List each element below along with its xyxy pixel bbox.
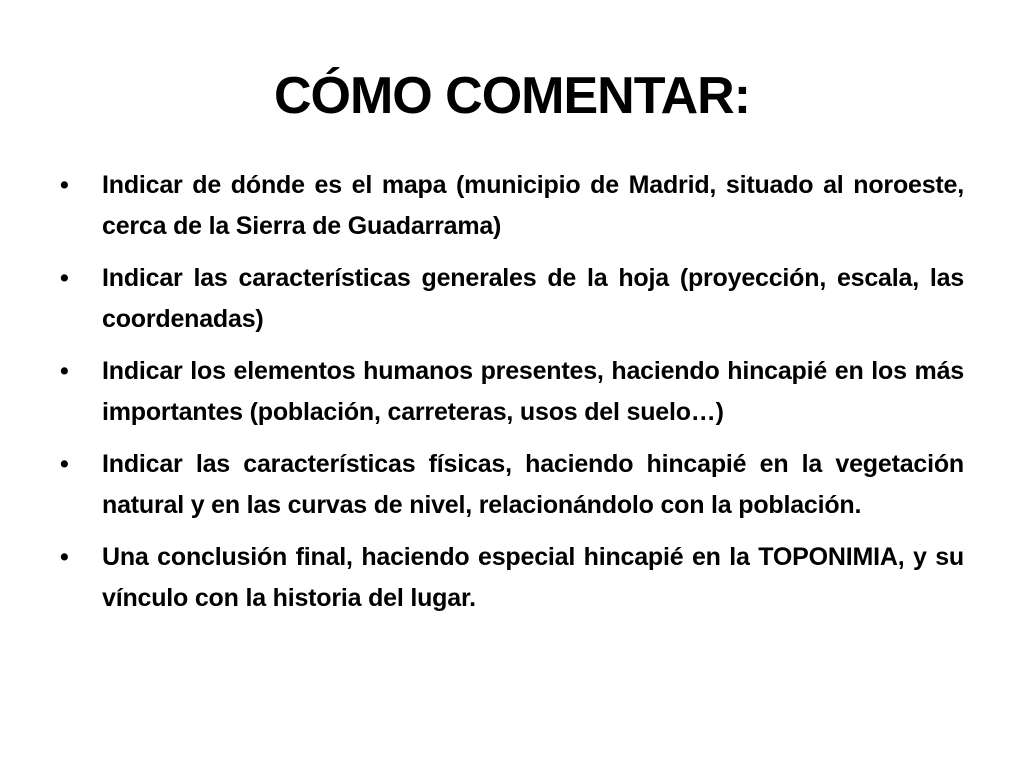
bullet-item xyxy=(60,351,964,433)
slide-title: CÓMO COMENTAR: xyxy=(273,67,751,125)
bullet-text: Indicar los elementos humanos presentes, haciendo hincapié en los más importantes (población, carreteras, usos del suelo…) xyxy=(102,357,964,426)
bullet-text: Indicar las características generales de la hoja (proyección, escala, las coordenadas) xyxy=(102,264,964,333)
bullet-text: Una conclusión final, haciendo especial hincapié en la TOPONIMIA, y su vínculo con la historia del lugar. xyxy=(102,543,964,612)
bullet-dot-icon: • xyxy=(60,450,69,478)
bullet-text: Indicar de dónde es el mapa (municipio de Madrid, situado al noroeste, cerca de la Sierra de Guadarrama) xyxy=(102,171,964,240)
bullet-text: Indicar las características físicas, haciendo hincapié en la vegetación natural y en las curvas de nivel, relacionándolo con la población. xyxy=(102,450,964,519)
bullet-dot-icon: • xyxy=(60,171,69,199)
bullet-dot-icon: • xyxy=(60,357,69,385)
bullet-item xyxy=(60,537,964,619)
bullet-dot-icon: • xyxy=(60,264,69,292)
bullet-item xyxy=(60,165,964,247)
bullet-list xyxy=(60,165,964,630)
bullet-item xyxy=(60,258,964,340)
bullet-dot-icon: • xyxy=(60,543,69,571)
bullet-item xyxy=(60,444,964,526)
